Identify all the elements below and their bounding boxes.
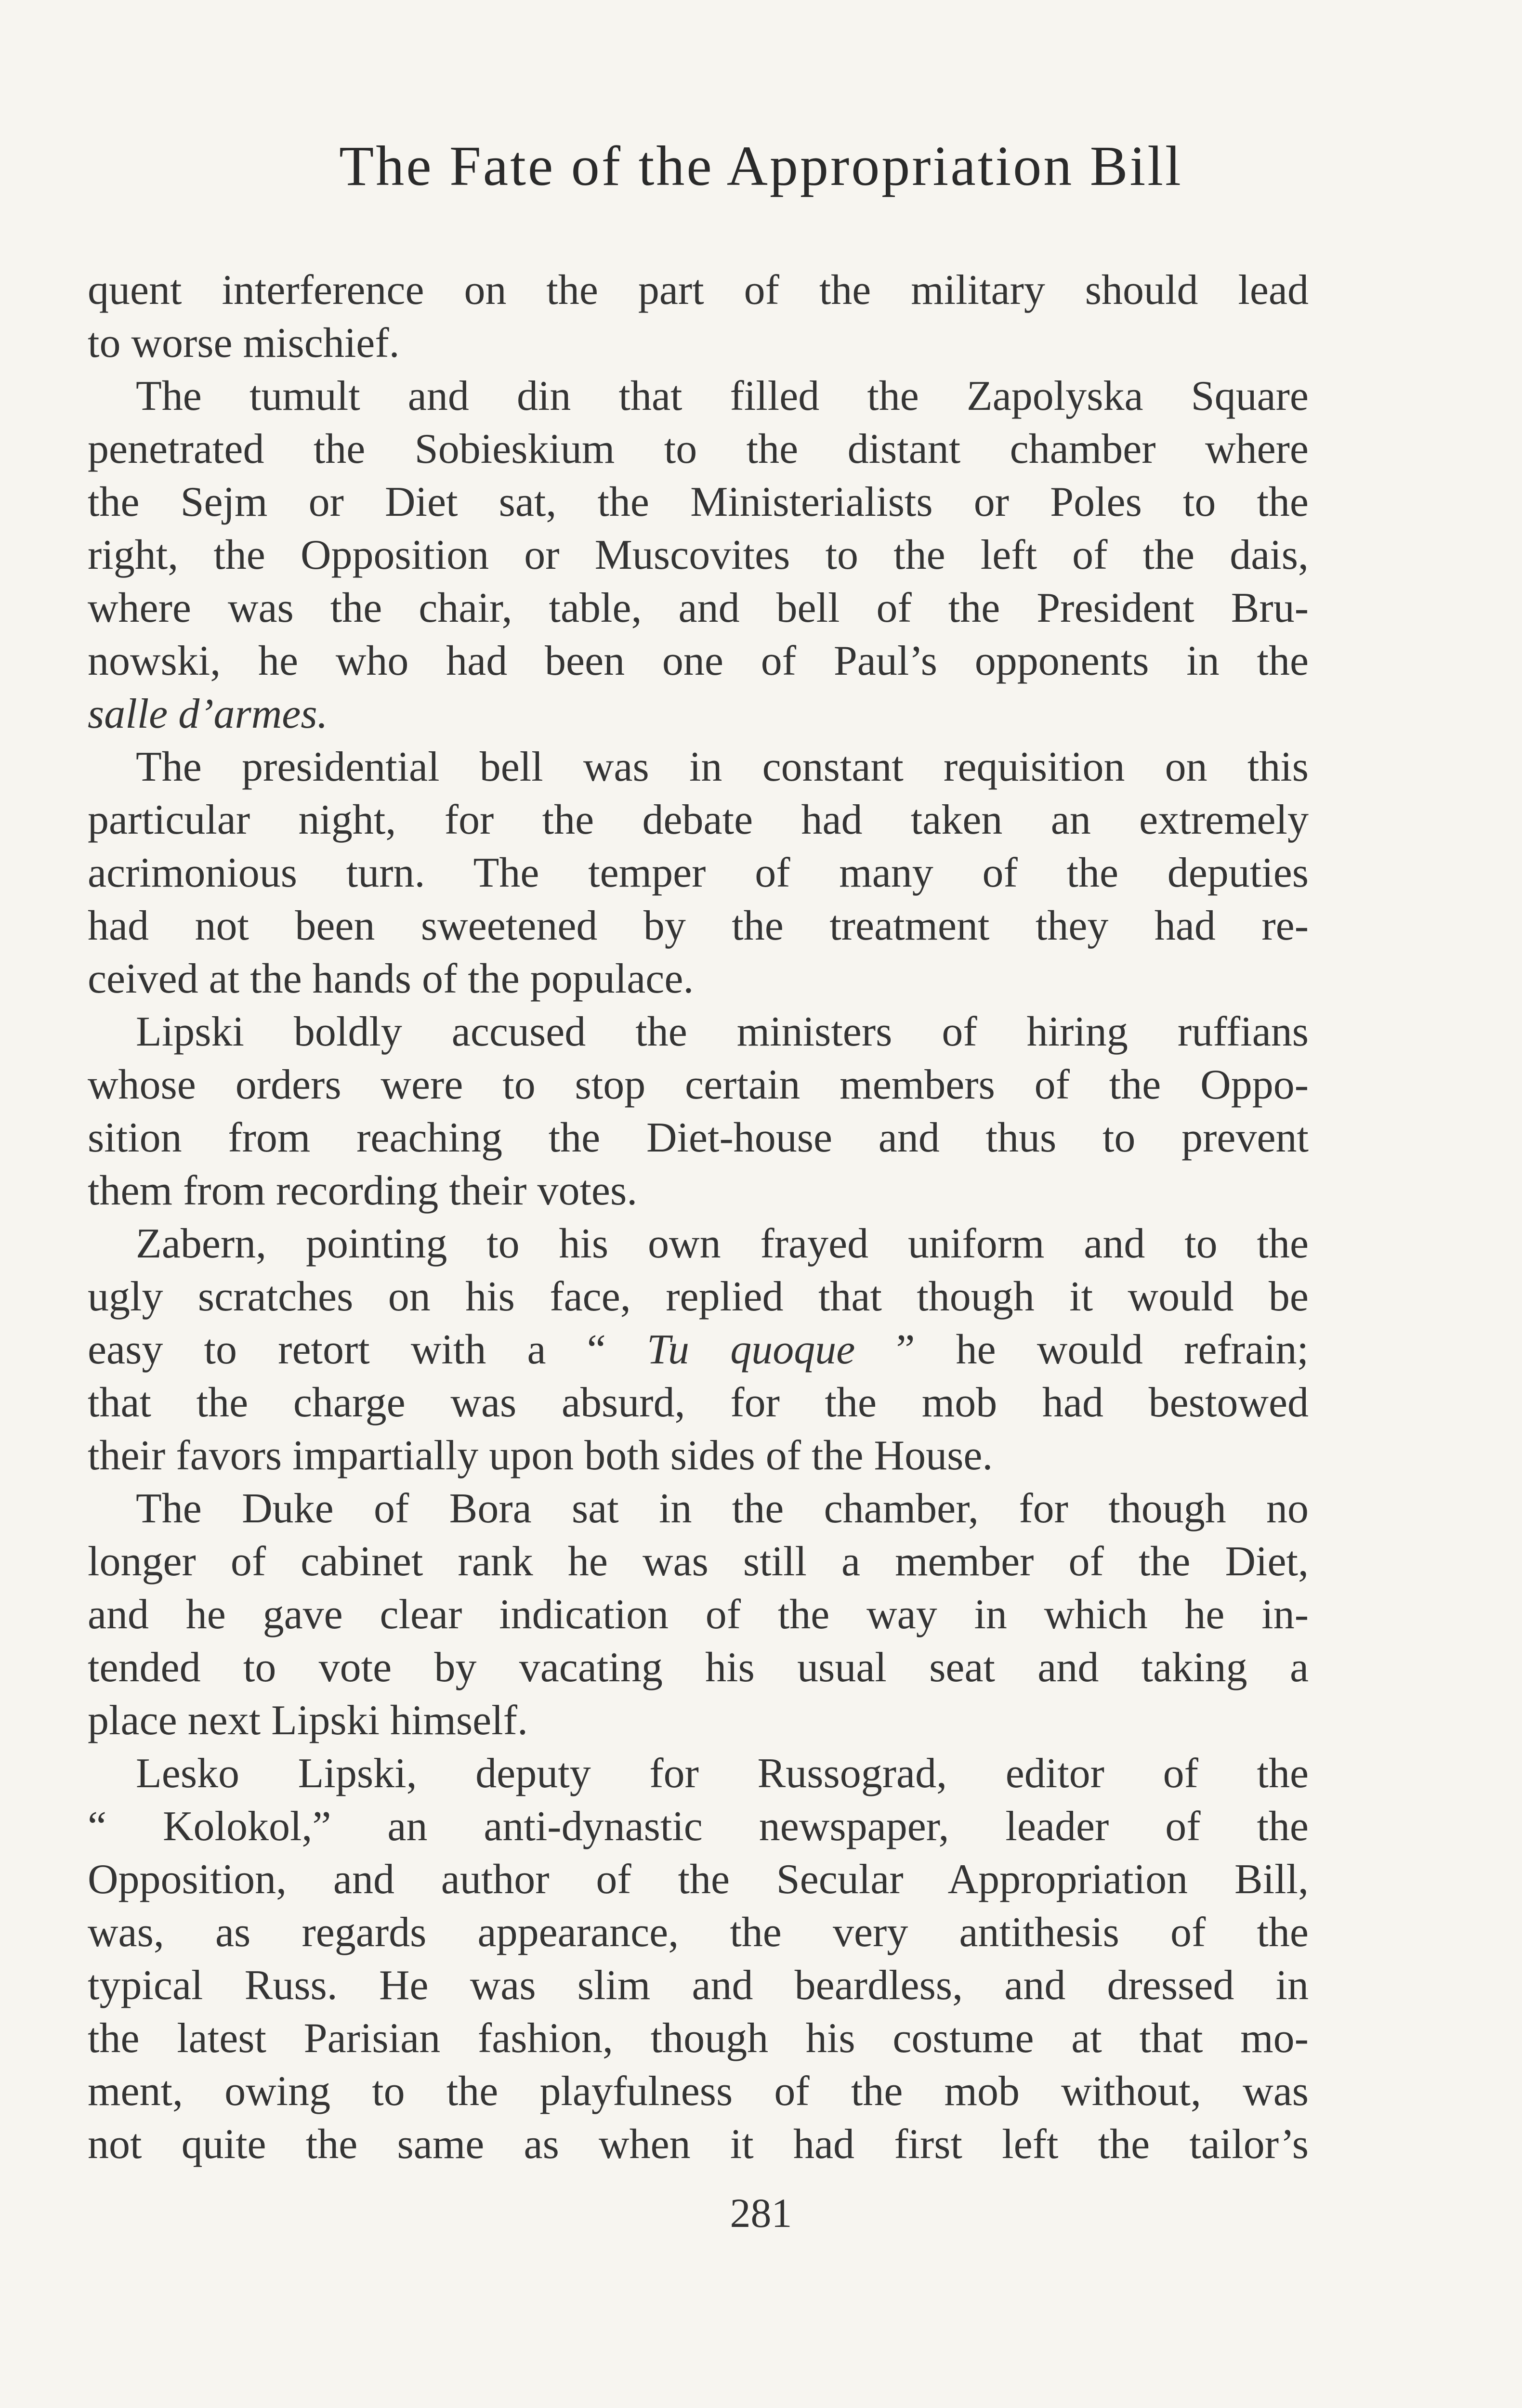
running-head: The Fate of the Appropriation Bill bbox=[339, 134, 1183, 197]
paragraph bbox=[88, 741, 1309, 1006]
text-line: Opposition, and author of the Secular Appropriation Bill, bbox=[88, 1856, 1309, 1903]
text-line: not quite the same as when it had first left the tailor’s bbox=[88, 2121, 1309, 2168]
paragraph bbox=[88, 1217, 1309, 1482]
text-line: The tumult and din that filled the Zapolyska Square bbox=[136, 373, 1309, 419]
text-line: and he gave clear indication of the way in which he in- bbox=[88, 1591, 1309, 1638]
paragraph bbox=[88, 264, 1309, 370]
text-line: their favors impartially upon both sides of the House. bbox=[88, 1432, 993, 1479]
text-line: nowski, he who had been one of Paul’s opponents in the bbox=[88, 638, 1309, 684]
paragraph bbox=[88, 370, 1309, 741]
text-line: Lipski boldly accused the ministers of hiring ruffians bbox=[136, 1008, 1309, 1055]
text-line: easy to retort with a “ Tu quoque ” he would refrain; bbox=[88, 1326, 1309, 1373]
text-line: whose orders were to stop certain members of the Oppo- bbox=[88, 1061, 1309, 1108]
text-line: The Duke of Bora sat in the chamber, for though no bbox=[136, 1485, 1309, 1532]
text-line: particular night, for the debate had taken an extremely bbox=[88, 797, 1309, 843]
text-line: Zabern, pointing to his own frayed uniform and to the bbox=[136, 1220, 1309, 1267]
text-line: acrimonious turn. The temper of many of the deputies bbox=[88, 850, 1309, 896]
text-line: place next Lipski himself. bbox=[88, 1697, 528, 1744]
body-text bbox=[88, 264, 1309, 2171]
text-line: that the charge was absurd, for the mob had bestowed bbox=[88, 1379, 1309, 1426]
page-number: 281 bbox=[730, 2190, 792, 2236]
paragraph bbox=[88, 1006, 1309, 1217]
text-line: right, the Opposition or Muscovites to the left of the dais, bbox=[88, 532, 1309, 578]
text-line: was, as regards appearance, the very antithesis of the bbox=[88, 1909, 1309, 1956]
text-line: longer of cabinet rank he was still a member of the Diet, bbox=[88, 1538, 1309, 1585]
text-line: typical Russ. He was slim and beardless, and dressed in bbox=[88, 1962, 1309, 2009]
paragraph bbox=[88, 1747, 1309, 2171]
italic-phrase: Tu quoque bbox=[646, 1326, 855, 1373]
text-line: the latest Parisian fashion, though his costume at that mo- bbox=[88, 2015, 1309, 2062]
text-line: them from recording their votes. bbox=[88, 1167, 638, 1214]
text-line: had not been sweetened by the treatment they had re- bbox=[88, 903, 1309, 949]
text-line: tended to vote by vacating his usual seat and taking a bbox=[88, 1644, 1309, 1691]
text-line: sition from reaching the Diet-house and thus to prevent bbox=[88, 1114, 1309, 1161]
text-line: Lesko Lipski, deputy for Russograd, editor of the bbox=[136, 1750, 1309, 1797]
text-line: penetrated the Sobieskium to the distant chamber where bbox=[88, 426, 1309, 472]
text-line: ugly scratches on his face, replied that though it would be bbox=[88, 1273, 1309, 1320]
paragraph bbox=[88, 1482, 1309, 1747]
text-line: quent interference on the part of the military should lead bbox=[88, 267, 1309, 314]
text-line: ceived at the hands of the populace. bbox=[88, 955, 694, 1002]
text-line: “ Kolokol,” an anti-dynastic newspaper, leader of the bbox=[88, 1803, 1309, 1850]
text-line-italic: salle d’armes. bbox=[88, 691, 328, 737]
text-line: ment, owing to the playfulness of the mob without, was bbox=[88, 2068, 1309, 2115]
text-line: to worse mischief. bbox=[88, 320, 400, 366]
text-line: The presidential bell was in constant requisition on this bbox=[136, 744, 1309, 790]
text-line: where was the chair, table, and bell of the President Bru- bbox=[88, 585, 1309, 631]
text-line: the Sejm or Diet sat, the Ministerialists or Poles to the bbox=[88, 479, 1309, 525]
